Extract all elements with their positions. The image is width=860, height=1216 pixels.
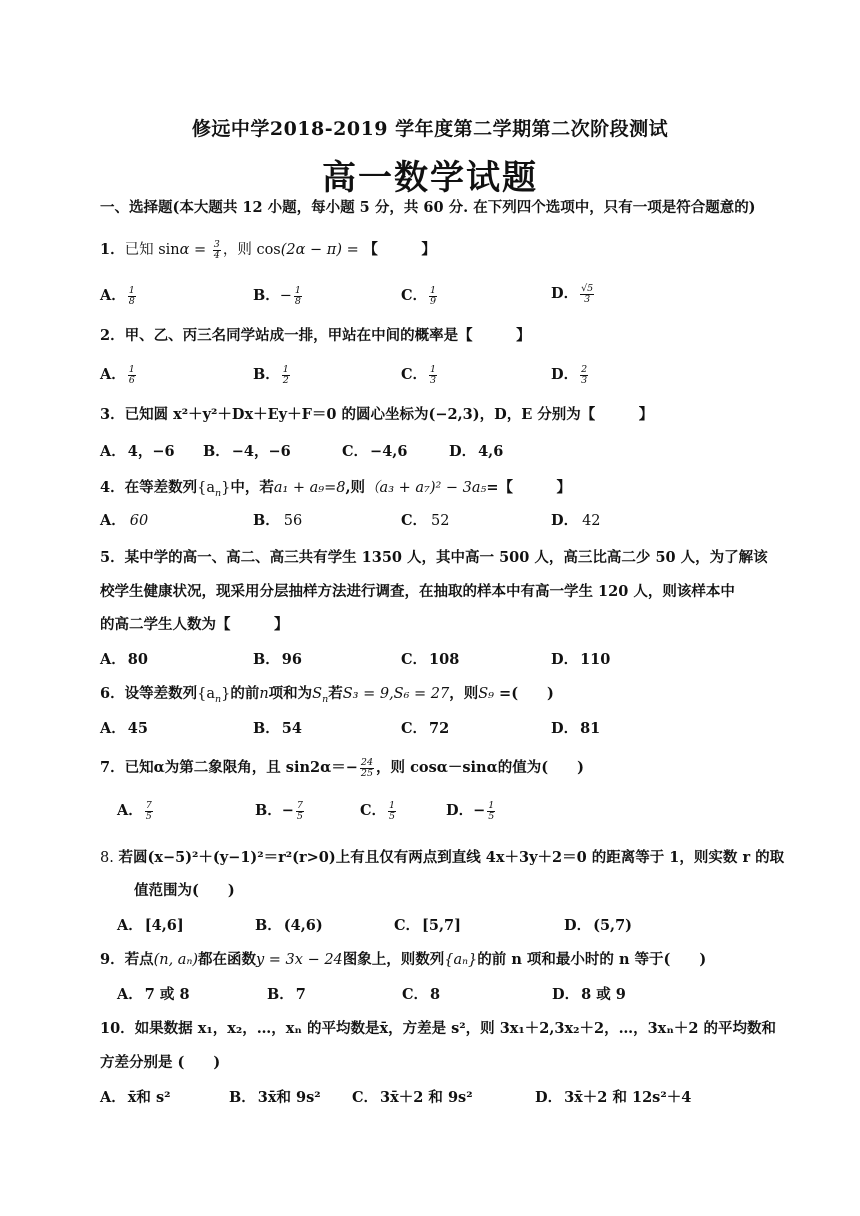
- option-letter: B．: [253, 287, 280, 304]
- option-a: [100, 717, 148, 738]
- fraction: [429, 365, 437, 386]
- option-letter: B．: [203, 443, 230, 460]
- question-number: 8.: [100, 850, 119, 866]
- math-s9: S₉: [478, 686, 494, 702]
- fraction: [145, 801, 153, 822]
- fraction-numerator: 1: [430, 284, 437, 296]
- fraction-numerator: 1: [488, 799, 495, 811]
- question-10: [100, 1017, 776, 1038]
- question-text: 已知圆 x²＋y²＋Dx＋Ey＋F＝0 的圆心坐标为(−2,3)，D，E 分别为【 】: [124, 406, 654, 423]
- option-a: [117, 914, 184, 935]
- question-5-line-3: 的高二学生人数为【 】: [100, 616, 289, 633]
- option-letter: B．: [255, 802, 282, 819]
- fraction-denominator: 8: [294, 295, 301, 307]
- fraction: [296, 801, 304, 822]
- option-b: [253, 363, 292, 385]
- option-letter: B．: [253, 512, 280, 529]
- option-d: [551, 648, 610, 669]
- question-2: [100, 324, 531, 345]
- option-value: 72: [429, 720, 450, 737]
- option-letter: D．: [551, 512, 579, 529]
- option-c: [352, 1086, 473, 1107]
- option-letter: C．: [401, 287, 428, 304]
- question-text: 如果数据 x₁，x₂，…，xₙ 的平均数是x̄，方差是 s²，则 3x₁＋2,3x₂＋2，…，3xₙ＋2 的平均数和: [134, 1020, 776, 1037]
- option-letter: D．: [552, 986, 580, 1003]
- question-8: [100, 846, 784, 867]
- question-text: 设等差数列: [124, 685, 198, 702]
- fraction-numerator: 1: [128, 284, 135, 296]
- fraction: [429, 286, 437, 307]
- math-sub: n: [214, 693, 222, 705]
- math-seq-end: }: [221, 480, 231, 496]
- option-a: [117, 799, 155, 821]
- question-number: 7．: [100, 759, 125, 776]
- question-8-line-2: 值范围为( ): [134, 882, 235, 899]
- option-letter: D．: [551, 720, 579, 737]
- option-value: −4，−6: [231, 443, 291, 460]
- question-6: [100, 682, 554, 705]
- question-10-line-2: 方差分别是 ( ): [100, 1054, 221, 1071]
- fraction: [213, 240, 221, 261]
- question-text: 都在函数: [198, 951, 256, 968]
- option-letter: A．: [117, 802, 143, 819]
- question-7: [100, 756, 584, 778]
- math-sub: n: [322, 693, 329, 705]
- answer-bracket: =( ): [494, 685, 554, 702]
- option-value: 7: [295, 986, 306, 1003]
- option-value: x̄和 s²: [127, 1089, 171, 1106]
- question-text: ，则: [449, 685, 479, 702]
- option-value: 3x̄＋2 和 9s²: [380, 1089, 473, 1106]
- question-5: [100, 546, 768, 567]
- fraction: [294, 286, 302, 307]
- math-condition: a₁ + a₉=8: [273, 480, 346, 496]
- option-a: [117, 983, 190, 1004]
- option-c: [360, 799, 398, 821]
- option-d: [449, 440, 503, 461]
- option-letter: C．: [401, 512, 428, 529]
- option-letter: B．: [253, 651, 280, 668]
- fraction: [360, 758, 374, 779]
- option-value: 3x̄＋2 和 12s²＋4: [564, 1089, 692, 1106]
- option-sign: −: [281, 802, 294, 819]
- fraction-numerator: √5: [581, 282, 594, 294]
- question-number: 1．: [100, 241, 125, 258]
- option-value: (4,6): [283, 917, 323, 934]
- fraction: [580, 365, 588, 386]
- option-letter: D．: [551, 651, 579, 668]
- math-expression: （a₃ + a₇)² − 3a₅: [365, 480, 487, 496]
- question-text: 甲、乙、丙三名同学站成一排，甲站在中间的概率是【 】: [124, 327, 531, 344]
- fraction-denominator: 5: [389, 810, 396, 822]
- option-b: [253, 509, 302, 530]
- option-sign: −: [279, 288, 292, 304]
- option-letter: A．: [100, 287, 126, 304]
- fraction-numerator: 1: [430, 363, 437, 375]
- fraction: [282, 365, 290, 386]
- option-letter: D．: [551, 285, 579, 302]
- question-text: ，则 cosα－sinα的值为( ): [376, 759, 584, 776]
- math-eq: =: [189, 242, 211, 258]
- option-c: [401, 509, 450, 530]
- fraction-numerator: 1: [294, 284, 301, 296]
- fraction-denominator: 3: [581, 374, 588, 386]
- option-d: [551, 717, 600, 738]
- fraction-numerator: 1: [282, 363, 289, 375]
- question-1: [100, 238, 436, 260]
- option-d: [551, 509, 601, 530]
- option-c: [401, 717, 449, 738]
- option-letter: A．: [100, 651, 126, 668]
- option-value: [4,6]: [144, 917, 184, 934]
- option-sign: −: [473, 802, 486, 819]
- option-a: [100, 440, 175, 461]
- question-9: [100, 948, 706, 969]
- option-value: 81: [580, 720, 601, 737]
- math-sub: n: [214, 487, 222, 499]
- option-value: [5,7]: [422, 917, 461, 934]
- option-a: [100, 509, 148, 530]
- option-letter: B．: [267, 986, 294, 1003]
- question-number: 6．: [100, 685, 125, 702]
- option-value: 60: [129, 513, 149, 529]
- option-letter: C．: [342, 443, 369, 460]
- question-number: 2．: [100, 327, 125, 344]
- question-number: 9．: [100, 951, 125, 968]
- fraction-denominator: 5: [145, 810, 152, 822]
- fraction-denominator: 2: [282, 374, 289, 386]
- answer-bracket: 【 】: [363, 241, 436, 258]
- option-letter: A．: [117, 986, 143, 1003]
- answer-bracket: =【 】: [486, 479, 572, 496]
- option-letter: C．: [352, 1089, 379, 1106]
- option-value: −4,6: [370, 443, 408, 460]
- option-letter: A．: [100, 366, 126, 383]
- math-seq-end: }: [221, 686, 231, 702]
- fraction: [388, 801, 396, 822]
- option-value: 54: [281, 720, 302, 737]
- option-a: [100, 648, 148, 669]
- math-condition: S₃ = 9,S₆ = 27: [342, 686, 450, 702]
- option-b: [255, 799, 306, 821]
- question-text: 某中学的高一、高二、高三共有学生 1350 人，其中高一 500 人，高三比高二少 50 人，为了解该: [124, 549, 768, 566]
- option-value: 8 或 9: [581, 986, 626, 1003]
- option-letter: D．: [449, 443, 477, 460]
- option-letter: A．: [100, 443, 126, 460]
- math-expression: (2α − π) =: [280, 242, 364, 258]
- fraction-denominator: 5: [488, 810, 495, 822]
- question-text: ,则: [345, 479, 366, 496]
- option-letter: B．: [255, 917, 282, 934]
- option-letter: D．: [446, 802, 474, 819]
- question-3: [100, 403, 653, 424]
- option-d: [551, 282, 596, 304]
- option-d: [551, 363, 590, 385]
- option-a: [100, 1086, 170, 1107]
- math-function: y = 3x − 24: [256, 952, 343, 968]
- option-b: [253, 284, 304, 306]
- fraction-numerator: 24: [360, 756, 374, 768]
- option-c: [401, 648, 459, 669]
- question-text: 若: [328, 685, 343, 702]
- option-a: [100, 284, 138, 306]
- option-b: [253, 717, 302, 738]
- option-value: 3x̄和 9s²: [257, 1089, 321, 1106]
- option-letter: C．: [401, 651, 428, 668]
- option-letter: C．: [402, 986, 429, 1003]
- page-title: 高一数学试题: [322, 158, 538, 198]
- option-b: [203, 440, 291, 461]
- option-c: [394, 914, 461, 935]
- section-heading: 一、选择题(本大题共 12 小题，每小题 5 分，共 60 分. 在下列四个选项中，只有一项是符合题意的): [100, 199, 756, 216]
- fraction-denominator: 3: [584, 293, 591, 305]
- option-c: [342, 440, 407, 461]
- option-b: [229, 1086, 321, 1107]
- fraction: [487, 801, 495, 822]
- question-text: 中，若: [230, 479, 274, 496]
- option-letter: A．: [100, 1089, 126, 1106]
- option-value: 7 或 8: [144, 986, 190, 1003]
- math-sn: S: [312, 686, 323, 702]
- option-value: 8: [430, 986, 441, 1003]
- fraction-denominator: 3: [430, 374, 437, 386]
- option-letter: D．: [551, 366, 579, 383]
- math-seq: {a: [197, 686, 215, 702]
- option-value: 42: [582, 513, 601, 529]
- fraction-denominator: 9: [430, 295, 437, 307]
- fraction-denominator: 25: [360, 767, 374, 779]
- question-number: 10．: [100, 1020, 135, 1037]
- math-n: n: [259, 686, 269, 702]
- option-a: [100, 363, 138, 385]
- option-letter: D．: [535, 1089, 563, 1106]
- option-b: [267, 983, 306, 1004]
- option-value: 45: [127, 720, 148, 737]
- question-5-line-2: 校学生健康状况，现采用分层抽样方法进行调查，在抽取的样本中有高一学生 120 人，则该样本中: [100, 583, 735, 600]
- question-text: 已知α为第二象限角，且 sin2α＝−: [124, 759, 358, 776]
- option-c: [401, 363, 439, 385]
- option-letter: A．: [117, 917, 143, 934]
- option-c: [402, 983, 440, 1004]
- option-d: [564, 914, 632, 935]
- question-text: 的前: [230, 685, 260, 702]
- option-value: 110: [580, 651, 611, 668]
- option-value: 96: [281, 651, 302, 668]
- question-number: 5．: [100, 549, 125, 566]
- option-b: [253, 648, 302, 669]
- option-letter: C．: [401, 720, 428, 737]
- question-text: 的前 n 项和最小时的 n 等于( ): [477, 951, 707, 968]
- math-point: (n, aₙ): [153, 952, 198, 968]
- option-value: (5,7): [593, 917, 633, 934]
- fraction-numerator: 1: [128, 363, 135, 375]
- option-value: 108: [429, 651, 460, 668]
- question-text: 若圆(x−5)²＋(y−1)²＝r²(r>0)上有且仅有两点到直线 4x＋3y＋2＝0 的距离等于 1，则实数 r 的取: [118, 849, 785, 866]
- math-seq: {a: [197, 480, 215, 496]
- fraction: [128, 365, 136, 386]
- question-text: 在等差数列: [124, 479, 198, 496]
- fraction-denominator: 5: [296, 810, 303, 822]
- option-value: 56: [283, 513, 303, 529]
- option-letter: C．: [360, 802, 387, 819]
- option-value: 4,6: [478, 443, 504, 460]
- question-4: [100, 476, 571, 499]
- option-value: 4，−6: [127, 443, 175, 460]
- option-letter: D．: [564, 917, 592, 934]
- math-alpha: α: [179, 242, 190, 258]
- school-title: 修远中学2018-2019 学年度第二学期第二次阶段测试: [191, 118, 669, 140]
- option-letter: B．: [253, 720, 280, 737]
- question-text: 图象上，则数列: [342, 951, 445, 968]
- math-seq: {aₙ}: [444, 952, 478, 968]
- option-letter: C．: [394, 917, 421, 934]
- fraction-numerator: 3: [213, 238, 220, 250]
- question-text: 已知 sin: [124, 242, 180, 258]
- option-d: [446, 799, 497, 821]
- fraction: [128, 286, 136, 307]
- fraction-numerator: 7: [145, 799, 152, 811]
- option-letter: A．: [100, 512, 126, 529]
- option-value: 52: [431, 513, 450, 529]
- option-letter: B．: [253, 366, 280, 383]
- option-b: [255, 914, 323, 935]
- option-letter: C．: [401, 366, 428, 383]
- question-text: ，则 cos: [222, 242, 281, 258]
- question-number: 3．: [100, 406, 125, 423]
- option-d: [535, 1086, 691, 1107]
- fraction-numerator: 7: [296, 799, 303, 811]
- option-letter: B．: [229, 1089, 256, 1106]
- fraction-denominator: 6: [128, 374, 135, 386]
- question-text: 项和为: [268, 685, 313, 702]
- question-text: 若点: [124, 951, 154, 968]
- fraction-numerator: 1: [389, 799, 396, 811]
- fraction-denominator: 8: [128, 295, 135, 307]
- fraction-numerator: 2: [581, 363, 588, 375]
- option-letter: A．: [100, 720, 126, 737]
- question-number: 4．: [100, 479, 125, 496]
- option-value: 80: [127, 651, 148, 668]
- fraction-denominator: 4: [213, 249, 220, 261]
- option-c: [401, 284, 439, 306]
- fraction: [580, 284, 594, 305]
- option-d: [552, 983, 626, 1004]
